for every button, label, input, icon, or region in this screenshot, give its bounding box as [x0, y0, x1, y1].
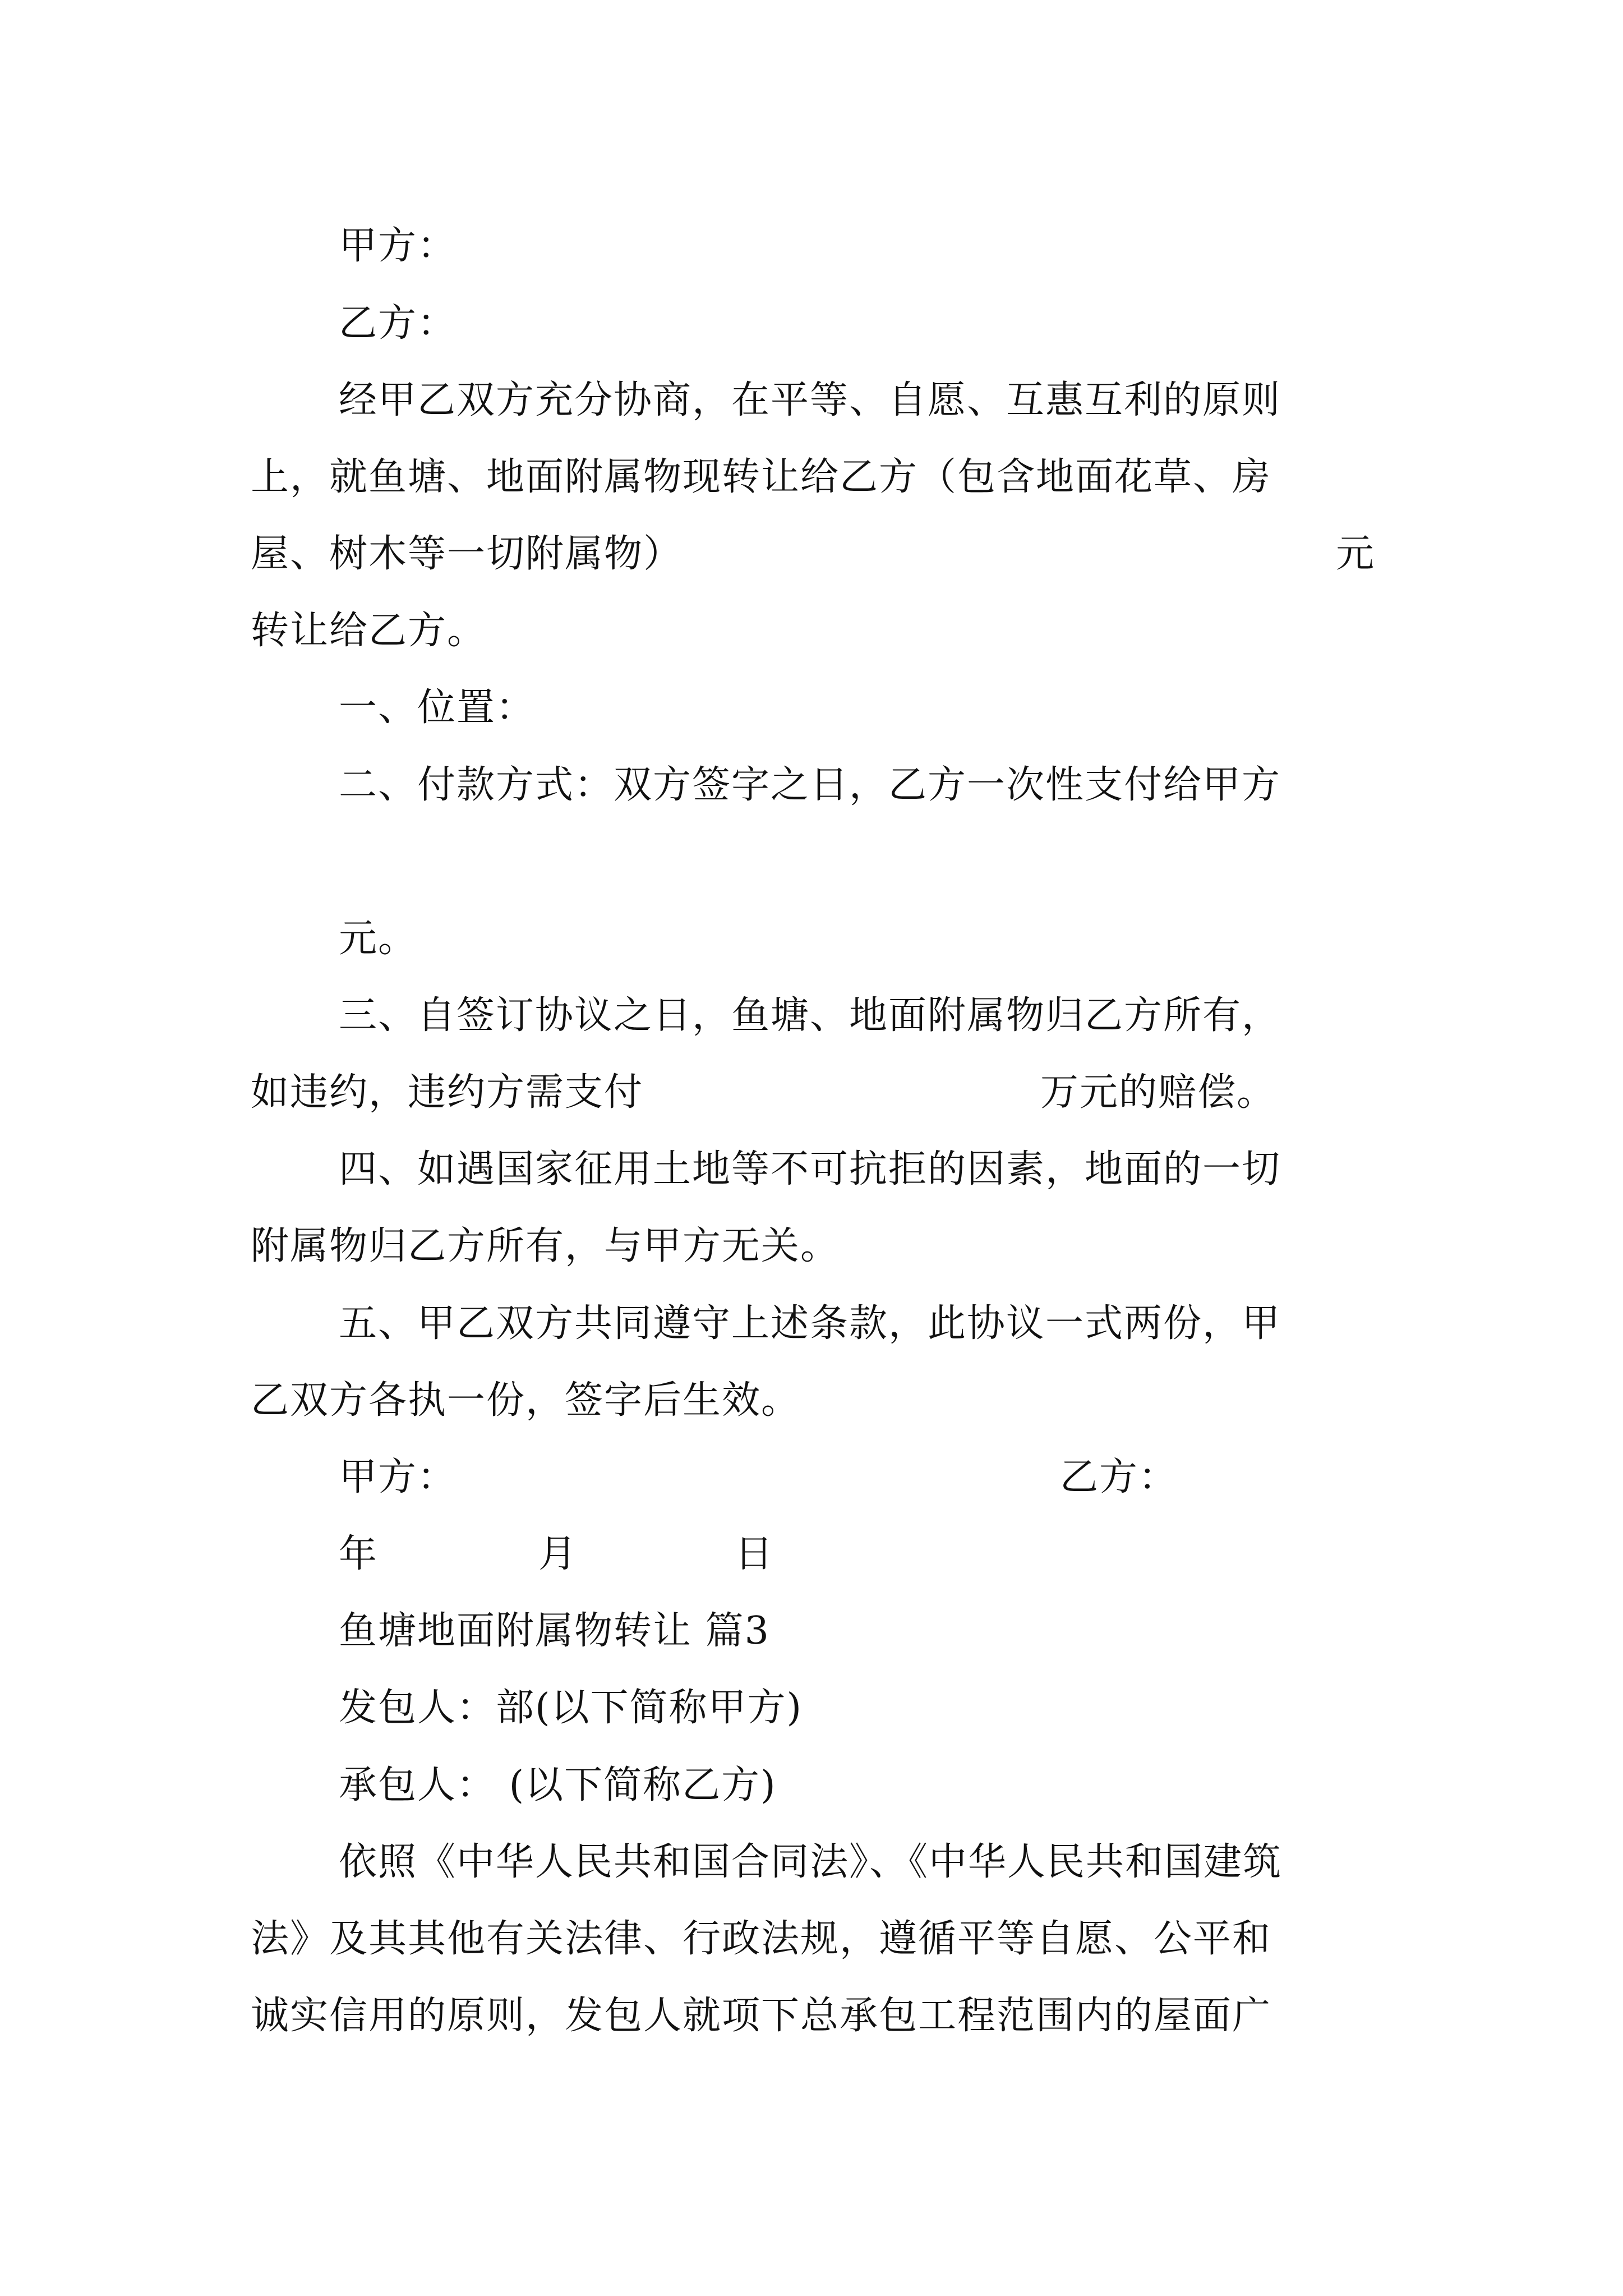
intro-line-3: 屋、树木等一切附属物） — [251, 532, 683, 576]
basis-line-1: 依照《中华人民共和国合同法》、《中华人民共和国建筑 — [339, 1840, 1283, 1884]
party-b-label: 乙方： — [339, 301, 457, 346]
basis-line-2: 法》及其其他有关法律、行政法规，遵循平等自愿、公平和 — [251, 1917, 1272, 1961]
clause-5-line-2: 乙双方各执一份，签字后生效。 — [251, 1378, 801, 1423]
date-year: 年 — [339, 1532, 379, 1576]
clause-3-line-2b: 万元的赔偿。 — [1040, 1070, 1276, 1115]
date-month: 月 — [538, 1532, 578, 1576]
contractor-issuer: 发包人：部(以下简称甲方) — [339, 1686, 803, 1730]
intro-line-1: 经甲乙双方充分协商，在平等、自愿、互惠互利的原则 — [339, 378, 1281, 422]
contractor-receiver: 承包人： (以下简称乙方) — [339, 1763, 777, 1807]
date-day: 日 — [735, 1532, 774, 1576]
clause-5-line-1: 五、甲乙双方共同遵守上述条款，此协议一式两份，甲 — [339, 1301, 1281, 1346]
clause-3-line-2a: 如违约，违约方需支付 — [251, 1070, 644, 1115]
signature-party-b: 乙方： — [1060, 1455, 1178, 1499]
intro-line-3-yuan: 元 — [1336, 532, 1376, 576]
clause-2-payment: 二、付款方式：双方签字之日，乙方一次性支付给甲方 — [339, 763, 1281, 807]
clause-1-location: 一、位置： — [339, 685, 536, 730]
clause-4-line-2: 附属物归乙方所有，与甲方无关。 — [251, 1224, 840, 1268]
clause-2-yuan: 元。 — [339, 917, 418, 961]
intro-line-2: 上，就鱼塘、地面附属物现转让给乙方（包含地面花草、房 — [251, 455, 1272, 499]
intro-line-4: 转让给乙方。 — [251, 609, 487, 653]
clause-3-line-1: 三、自签订协议之日，鱼塘、地面附属物归乙方所有， — [339, 993, 1281, 1038]
clause-4-line-1: 四、如遇国家征用土地等不可抗拒的因素，地面的一切 — [339, 1147, 1281, 1191]
party-a-label: 甲方： — [339, 224, 457, 268]
basis-line-3: 诚实信用的原则，发包人就项下总承包工程范围内的屋面广 — [251, 1994, 1272, 2038]
section-heading: 鱼塘地面附属物转让 篇3 — [339, 1609, 770, 1653]
signature-party-a: 甲方： — [339, 1455, 457, 1499]
